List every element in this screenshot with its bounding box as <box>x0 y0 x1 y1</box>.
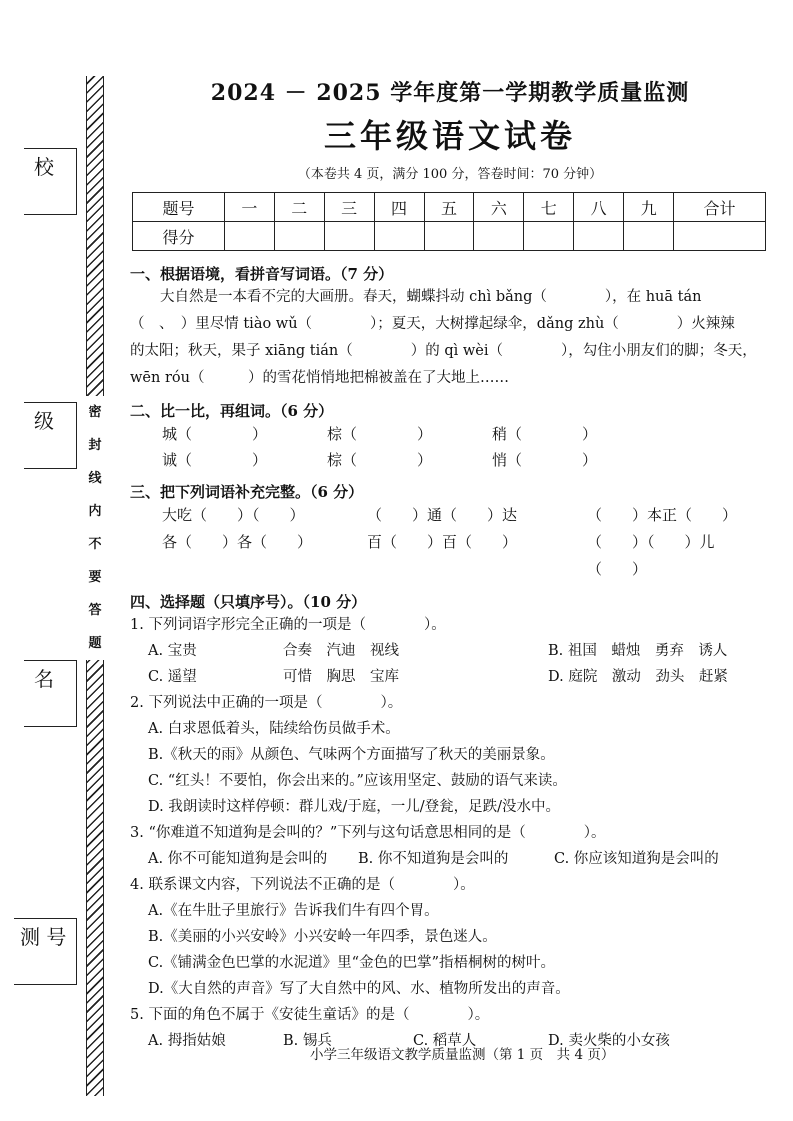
score-header-cell: 四 <box>374 193 424 222</box>
score-header-cell: 二 <box>274 193 324 222</box>
score-header-row <box>133 193 766 222</box>
question-2-option: A. 白求恩低着头，陆续给伤员做手术。 <box>148 721 400 737</box>
score-header-cell: 五 <box>424 193 474 222</box>
exam-number-label: 测 号 <box>20 925 67 949</box>
question-3-option: C. 你应该知道狗是会叫的 <box>554 851 719 867</box>
question-4-option: A.《在牛肚子里旅行》告诉我们牛有四个胃。 <box>148 903 439 919</box>
idiom-item[interactable]: （ ）本正（ ） <box>587 506 738 524</box>
score-row-label: 得分 <box>133 222 225 251</box>
compare-item[interactable]: 棕（ ） <box>327 451 433 469</box>
option-word: A. 宝贵 <box>148 643 197 659</box>
idiom-item[interactable]: （ ）通（ ）达 <box>367 506 518 524</box>
class-label: 级 <box>34 409 54 433</box>
name-underline <box>24 726 76 727</box>
option-word: 合奏 汽迪 视线 <box>283 643 399 659</box>
question-5-option: C. 稻草人 <box>413 1033 477 1049</box>
score-table <box>132 192 766 251</box>
exam-number-underline <box>14 984 76 985</box>
score-header-cell: 九 <box>624 193 674 222</box>
score-header-cell: 七 <box>524 193 574 222</box>
binding-margin <box>0 0 130 1121</box>
option-word: 可惜 胸思 宝库 <box>283 669 399 685</box>
page-footer: 小学三年级语文教学质量监测（第 1 页 共 4 页） <box>310 1047 615 1063</box>
question-4-option: D.《大自然的声音》写了大自然中的风、水、植物所发出的声音。 <box>148 981 570 997</box>
question-3-options <box>148 846 770 872</box>
question-2-option: C. “红头！不要怕，你会出来的。”应该用坚定、鼓励的语气来读。 <box>148 773 567 789</box>
question-1-options-row2 <box>148 664 770 690</box>
question-3-stem[interactable]: 3. “你难道不知道狗是会叫的？”下列与这句话意思相同的是（ ）。 <box>130 825 606 841</box>
question-4-option: C.《铺满金色巴掌的水泥道》里“金色的巴掌”指梧桐树的树叶。 <box>148 955 556 971</box>
seal-char: 内 <box>88 504 102 519</box>
seal-char: 密 <box>88 405 102 420</box>
score-cell[interactable] <box>624 222 674 251</box>
name-field[interactable] <box>24 660 77 727</box>
question-2-stem[interactable]: 2. 下列说法中正确的一项是（ ）。 <box>130 695 403 711</box>
name-label: 名 <box>34 667 54 691</box>
score-cell[interactable] <box>674 222 766 251</box>
seal-warning <box>84 396 106 660</box>
class-field[interactable] <box>24 402 77 469</box>
option-word <box>413 664 548 690</box>
question-4-stem[interactable]: 4. 联系课文内容，下列说法不正确的是（ ）。 <box>130 877 475 893</box>
idiom-item[interactable]: 各（ ）各（ ） <box>162 533 313 551</box>
school-underline <box>24 214 76 215</box>
score-cell[interactable] <box>474 222 524 251</box>
exam-title: 三年级语文试卷 <box>323 117 576 155</box>
section3-title: 三、把下列词语补充完整。（6 分） <box>130 483 364 501</box>
idiom-item[interactable]: 大吃（ ）（ ） <box>162 506 305 524</box>
score-row <box>133 222 766 251</box>
idiom-item[interactable]: 百（ ）百（ ） <box>367 533 518 551</box>
question-5-stem[interactable]: 5. 下面的角色不属于《安徒生童话》的是（ ）。 <box>130 1007 490 1023</box>
school-label: 校 <box>34 155 54 179</box>
section2-grid <box>162 421 770 473</box>
score-header-cell: 合计 <box>674 193 766 222</box>
option-word: D. 庭院 激动 劲头 赶紧 <box>548 669 728 685</box>
score-header-cell: 三 <box>324 193 374 222</box>
question-3-option: A. 你不可能知道狗是会叫的 <box>148 851 328 867</box>
exam-subtitle: （本卷共 4 页，满分 100 分，答卷时间：70 分钟） <box>297 167 603 182</box>
exam-paper <box>130 76 770 1054</box>
class-underline <box>24 468 76 469</box>
question-1-stem[interactable]: 1. 下列词语字形完全正确的一项是（ ）。 <box>130 617 446 633</box>
option-word <box>413 638 548 664</box>
compare-item[interactable]: 棕（ ） <box>327 425 433 443</box>
question-2-option: B.《秋天的雨》从颜色、气味两个方面描写了秋天的美丽景象。 <box>148 747 555 763</box>
section1-title: 一、根据语境，看拼音写词语。（7 分） <box>130 265 394 283</box>
compare-item[interactable]: 稍（ ） <box>492 425 598 443</box>
section1-line[interactable]: wēn róu（ ）的雪花悄悄地把棉被盖在了大地上…… <box>130 370 509 386</box>
score-cell[interactable] <box>374 222 424 251</box>
seal-char: 不 <box>88 537 102 552</box>
score-cell[interactable] <box>224 222 274 251</box>
seal-char: 题 <box>88 636 102 651</box>
seal-char: 线 <box>88 471 102 486</box>
question-3-option: B. 你不知道狗是会叫的 <box>358 851 509 867</box>
score-cell[interactable] <box>324 222 374 251</box>
option-word: B. 祖国 蜡烛 勇弃 诱人 <box>548 643 728 659</box>
section2-title: 二、比一比，再组词。（6 分） <box>130 402 334 420</box>
score-header-cell: 六 <box>474 193 524 222</box>
question-5-option: D. 卖火柴的小女孩 <box>548 1033 670 1049</box>
section4-title: 四、选择题（只填序号）。（10 分） <box>130 593 367 611</box>
question-4-option: B.《美丽的小兴安岭》小兴安岭一年四季，景色迷人。 <box>148 929 497 945</box>
idiom-item[interactable]: （ ）（ ）儿（ ） <box>587 533 715 578</box>
question-2-option: D. 我朗读时这样停顿：群儿戏/于庭，一儿/登瓮，足跌/没水中。 <box>148 799 560 815</box>
compare-item[interactable]: 悄（ ） <box>492 451 598 469</box>
score-cell[interactable] <box>524 222 574 251</box>
exam-number-field[interactable] <box>14 918 77 985</box>
option-word: C. 遥望 <box>148 669 197 685</box>
section1-line[interactable]: 大自然是一本看不完的大画册。春天，蝴蝶抖动 chì bǎng（ ），在 huā tán <box>160 289 702 305</box>
score-cell[interactable] <box>424 222 474 251</box>
score-header-cell: 题号 <box>133 193 225 222</box>
seal-char: 要 <box>88 570 102 585</box>
section1-line[interactable]: （ 、 ）里尽情 tiào wǔ（ ）；夏天，大树撑起绿伞，dǎng zhù（ ）火辣辣 <box>130 316 735 332</box>
school-field[interactable] <box>24 148 77 215</box>
question-5-option: A. 拇指姑娘 <box>148 1033 226 1049</box>
question-1-options-row1 <box>148 638 770 664</box>
score-cell[interactable] <box>274 222 324 251</box>
section1-line[interactable]: 的太阳；秋天，果子 xiāng tián（ ）的 qì wèi（ ），勾住小朋友们的脚；冬天， <box>130 343 757 359</box>
seal-char: 封 <box>88 438 102 453</box>
question-5-option: B. 锡兵 <box>283 1033 332 1049</box>
exam-title-line1: 2024 － 2025 学年度第一学期教学质量监测 <box>210 80 690 106</box>
compare-item[interactable]: 诚（ ） <box>162 451 268 469</box>
section3-grid <box>162 502 770 583</box>
score-cell[interactable] <box>574 222 624 251</box>
seal-char: 答 <box>88 603 102 618</box>
compare-item[interactable]: 城（ ） <box>162 425 268 443</box>
score-header-cell: 八 <box>574 193 624 222</box>
score-header-cell: 一 <box>224 193 274 222</box>
